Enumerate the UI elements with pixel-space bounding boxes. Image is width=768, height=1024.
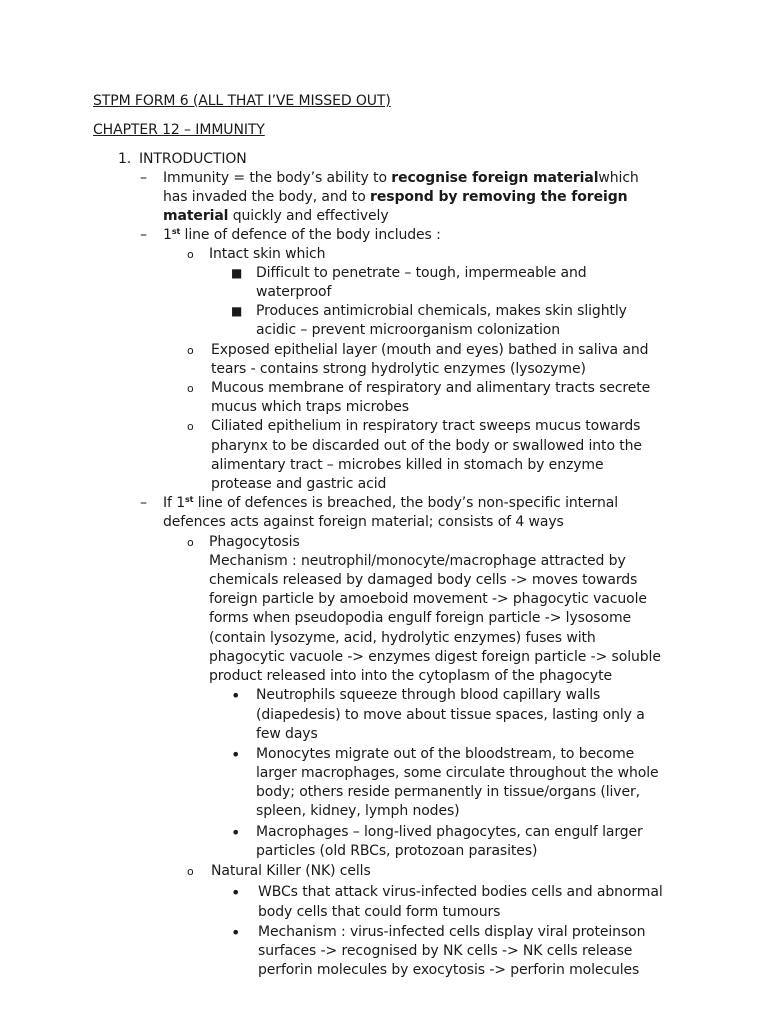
- mucous-line-1: Mucous membrane of respiratory and alimentary tracts secrete: [211, 380, 651, 396]
- mechanism-line-2: chemicals released by damaged body cells -> moves towards: [209, 572, 638, 588]
- bullet-marker: •: [231, 883, 241, 902]
- circle-marker: o: [187, 536, 194, 549]
- document-title: STPM FORM 6 (ALL THAT I’VE MISSED OUT): [93, 93, 391, 109]
- section-number: 1.: [118, 151, 132, 167]
- epithelial-line-2: tears - contains strong hydrolytic enzymes (lysozyme): [211, 361, 586, 377]
- circle-marker: o: [187, 865, 194, 878]
- circle-marker: o: [187, 248, 194, 261]
- nk-mechanism-line-2: surfaces -> recognised by NK cells -> NK cells release: [258, 943, 633, 959]
- square-marker: ■: [231, 266, 243, 280]
- ciliated-line-4: protease and gastric acid: [211, 476, 387, 492]
- dash-marker: –: [140, 227, 147, 243]
- mechanism-line-7: product released into into the cytoplasm of the phagocyte: [209, 668, 612, 684]
- bullet-marker: •: [231, 923, 241, 942]
- neutrophils-line-3: few days: [256, 726, 318, 742]
- monocytes-line-3: body; others reside permanently in tissue/organs (liver,: [256, 784, 641, 800]
- neutrophils-line-2: (diapedesis) to move about tissue spaces, lasting only a: [256, 707, 645, 723]
- bullet-marker: •: [231, 823, 241, 842]
- nk-mechanism-line-3: perforin molecules by exocytosis -> perforin molecules: [258, 962, 640, 978]
- breach-line-2: defences acts against foreign material; consists of 4 ways: [163, 514, 564, 530]
- dash-marker: –: [140, 495, 147, 511]
- first-line-defence: 1st line of defence of the body includes :: [163, 227, 441, 243]
- section-title: INTRODUCTION: [139, 151, 247, 167]
- mechanism-line-1: Mechanism : neutrophil/monocyte/macrophage attracted by: [209, 553, 626, 569]
- ciliated-line-2: pharynx to be discarded out of the body or swallowed into the: [211, 438, 642, 454]
- neutrophils-line-1: Neutrophils squeeze through blood capillary walls: [256, 687, 601, 703]
- immunity-line-1: Immunity = the body’s ability to recognise foreign materialwhich: [163, 170, 639, 186]
- ciliated-line-1: Ciliated epithelium in respiratory tract sweeps mucus towards: [211, 418, 641, 434]
- monocytes-line-2: larger macrophages, some circulate throughout the whole: [256, 765, 659, 781]
- circle-marker: o: [187, 420, 194, 433]
- bullet-marker: •: [231, 686, 241, 705]
- intact-skin: Intact skin which: [209, 246, 326, 262]
- nk-heading: Natural Killer (NK) cells: [211, 863, 371, 879]
- monocytes-line-1: Monocytes migrate out of the bloodstream, to become: [256, 746, 635, 762]
- mechanism-line-6: phagocytic vacuole -> enzymes digest foreign particle -> soluble: [209, 649, 661, 665]
- wbc-line-2: body cells that could form tumours: [258, 904, 501, 920]
- chapter-heading: CHAPTER 12 – IMMUNITY: [93, 122, 265, 138]
- chemicals-line-1: Produces antimicrobial chemicals, makes skin slightly: [256, 303, 627, 319]
- circle-marker: o: [187, 344, 194, 357]
- nk-mechanism-line-1: Mechanism : virus-infected cells display viral proteinson: [258, 924, 646, 940]
- mechanism-line-4: forms when pseudopodia engulf foreign particle -> lysosome: [209, 610, 632, 626]
- monocytes-line-4: spleen, kidney, lymph nodes): [256, 803, 460, 819]
- mucous-line-2: mucus which traps microbes: [211, 399, 409, 415]
- breach-line-1: If 1st line of defences is breached, the body’s non-specific internal: [163, 495, 618, 511]
- wbc-line-1: WBCs that attack virus-infected bodies cells and abnormal: [258, 884, 663, 900]
- macrophages-line-1: Macrophages – long-lived phagocytes, can engulf larger: [256, 824, 643, 840]
- mechanism-line-3: foreign particle by amoeboid movement -> phagocytic vacuole: [209, 591, 647, 607]
- square-marker: ■: [231, 304, 243, 318]
- penetrate-line-1: Difficult to penetrate – tough, impermeable and: [256, 265, 587, 281]
- bullet-marker: •: [231, 745, 241, 764]
- immunity-line-2: has invaded the body, and to respond by removing the foreign: [163, 189, 628, 205]
- circle-marker: o: [187, 382, 194, 395]
- chemicals-line-2: acidic – prevent microorganism colonization: [256, 322, 561, 338]
- dash-marker: –: [140, 170, 147, 186]
- epithelial-line-1: Exposed epithelial layer (mouth and eyes) bathed in saliva and: [211, 342, 649, 358]
- phagocytosis-heading: Phagocytosis: [209, 534, 300, 550]
- macrophages-line-2: particles (old RBCs, protozoan parasites): [256, 843, 538, 859]
- mechanism-line-5: (contain lysozyme, acid, hydrolytic enzymes) fuses with: [209, 630, 596, 646]
- penetrate-line-2: waterproof: [256, 284, 332, 300]
- immunity-line-3: material quickly and effectively: [163, 208, 389, 224]
- ciliated-line-3: alimentary tract – microbes killed in stomach by enzyme: [211, 457, 604, 473]
